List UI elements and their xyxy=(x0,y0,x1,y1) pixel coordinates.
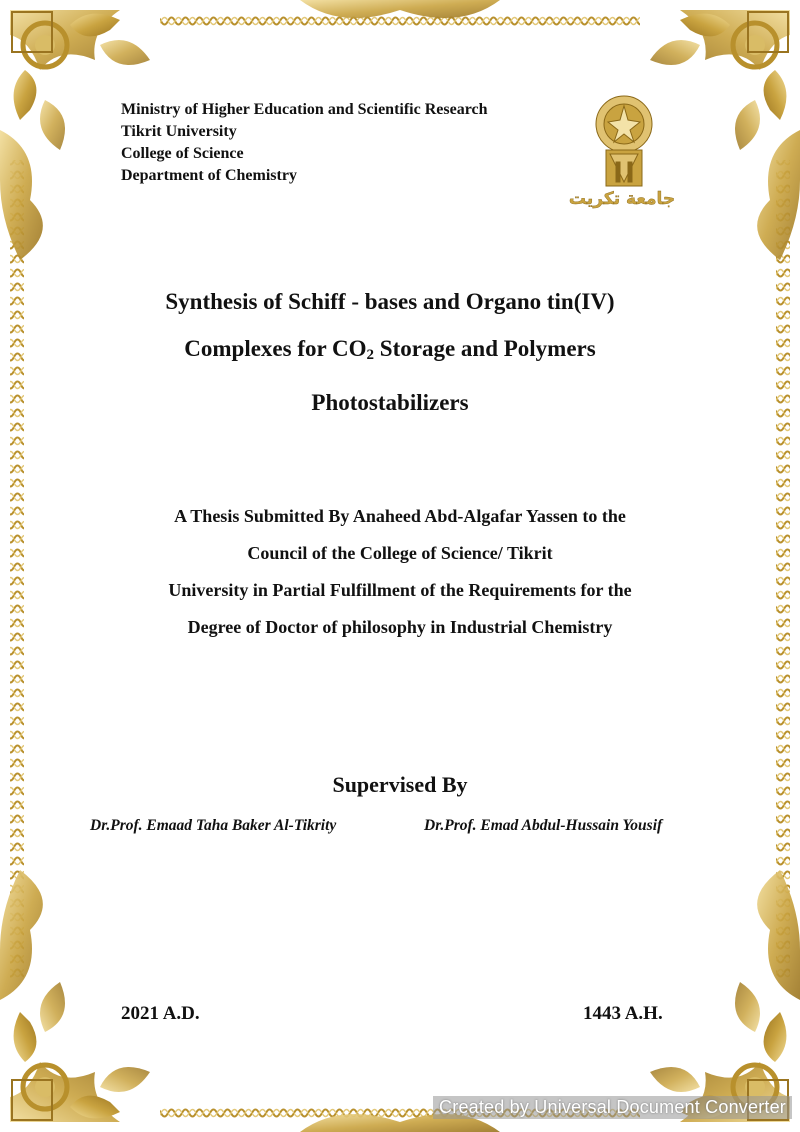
statement-line-1: A Thesis Submitted By Anaheed Abd-Algafar Yassen to the xyxy=(174,506,626,526)
institution-block xyxy=(121,99,488,187)
title-line-2-end: Storage and Polymers xyxy=(374,336,596,361)
title-line-2 xyxy=(0,325,800,379)
university-logo xyxy=(560,92,684,212)
supervisor-2: Dr.Prof. Emad Abdul-Hussain Yousif xyxy=(424,817,663,834)
converter-watermark: Created by Universal Document Converter xyxy=(433,1096,792,1119)
title-line-1: Synthesis of Schiff - bases and Organo tin(IV) xyxy=(165,289,615,314)
statement-line-4: Degree of Doctor of philosophy in Industrial Chemistry xyxy=(187,617,613,637)
department-name: Department of Chemistry xyxy=(121,167,297,184)
university-name: Tikrit University xyxy=(121,123,237,140)
title-line-2-start: Complexes for CO xyxy=(184,336,367,361)
gregorian-date: 2021 A.D. xyxy=(121,1003,200,1024)
co2-subscript: 2 xyxy=(366,347,375,363)
statement-line-2: Council of the College of Science/ Tikrit xyxy=(247,543,553,563)
supervisor-1: Dr.Prof. Emaad Taha Baker Al-Tikrity xyxy=(90,817,337,834)
hijri-date: 1443 A.H. xyxy=(583,1003,663,1024)
ministry-name: Ministry of Higher Education and Scientific Research xyxy=(121,101,488,118)
thesis-title xyxy=(0,278,800,426)
title-line-3: Photostabilizers xyxy=(311,390,469,415)
submission-statement xyxy=(0,498,800,646)
supervised-by-heading: Supervised By xyxy=(332,772,468,797)
logo-arabic-text: جامعة تكريت xyxy=(568,189,676,209)
college-name: College of Science xyxy=(121,145,244,162)
statement-line-3: University in Partial Fulfillment of the Requirements for the xyxy=(168,580,632,600)
